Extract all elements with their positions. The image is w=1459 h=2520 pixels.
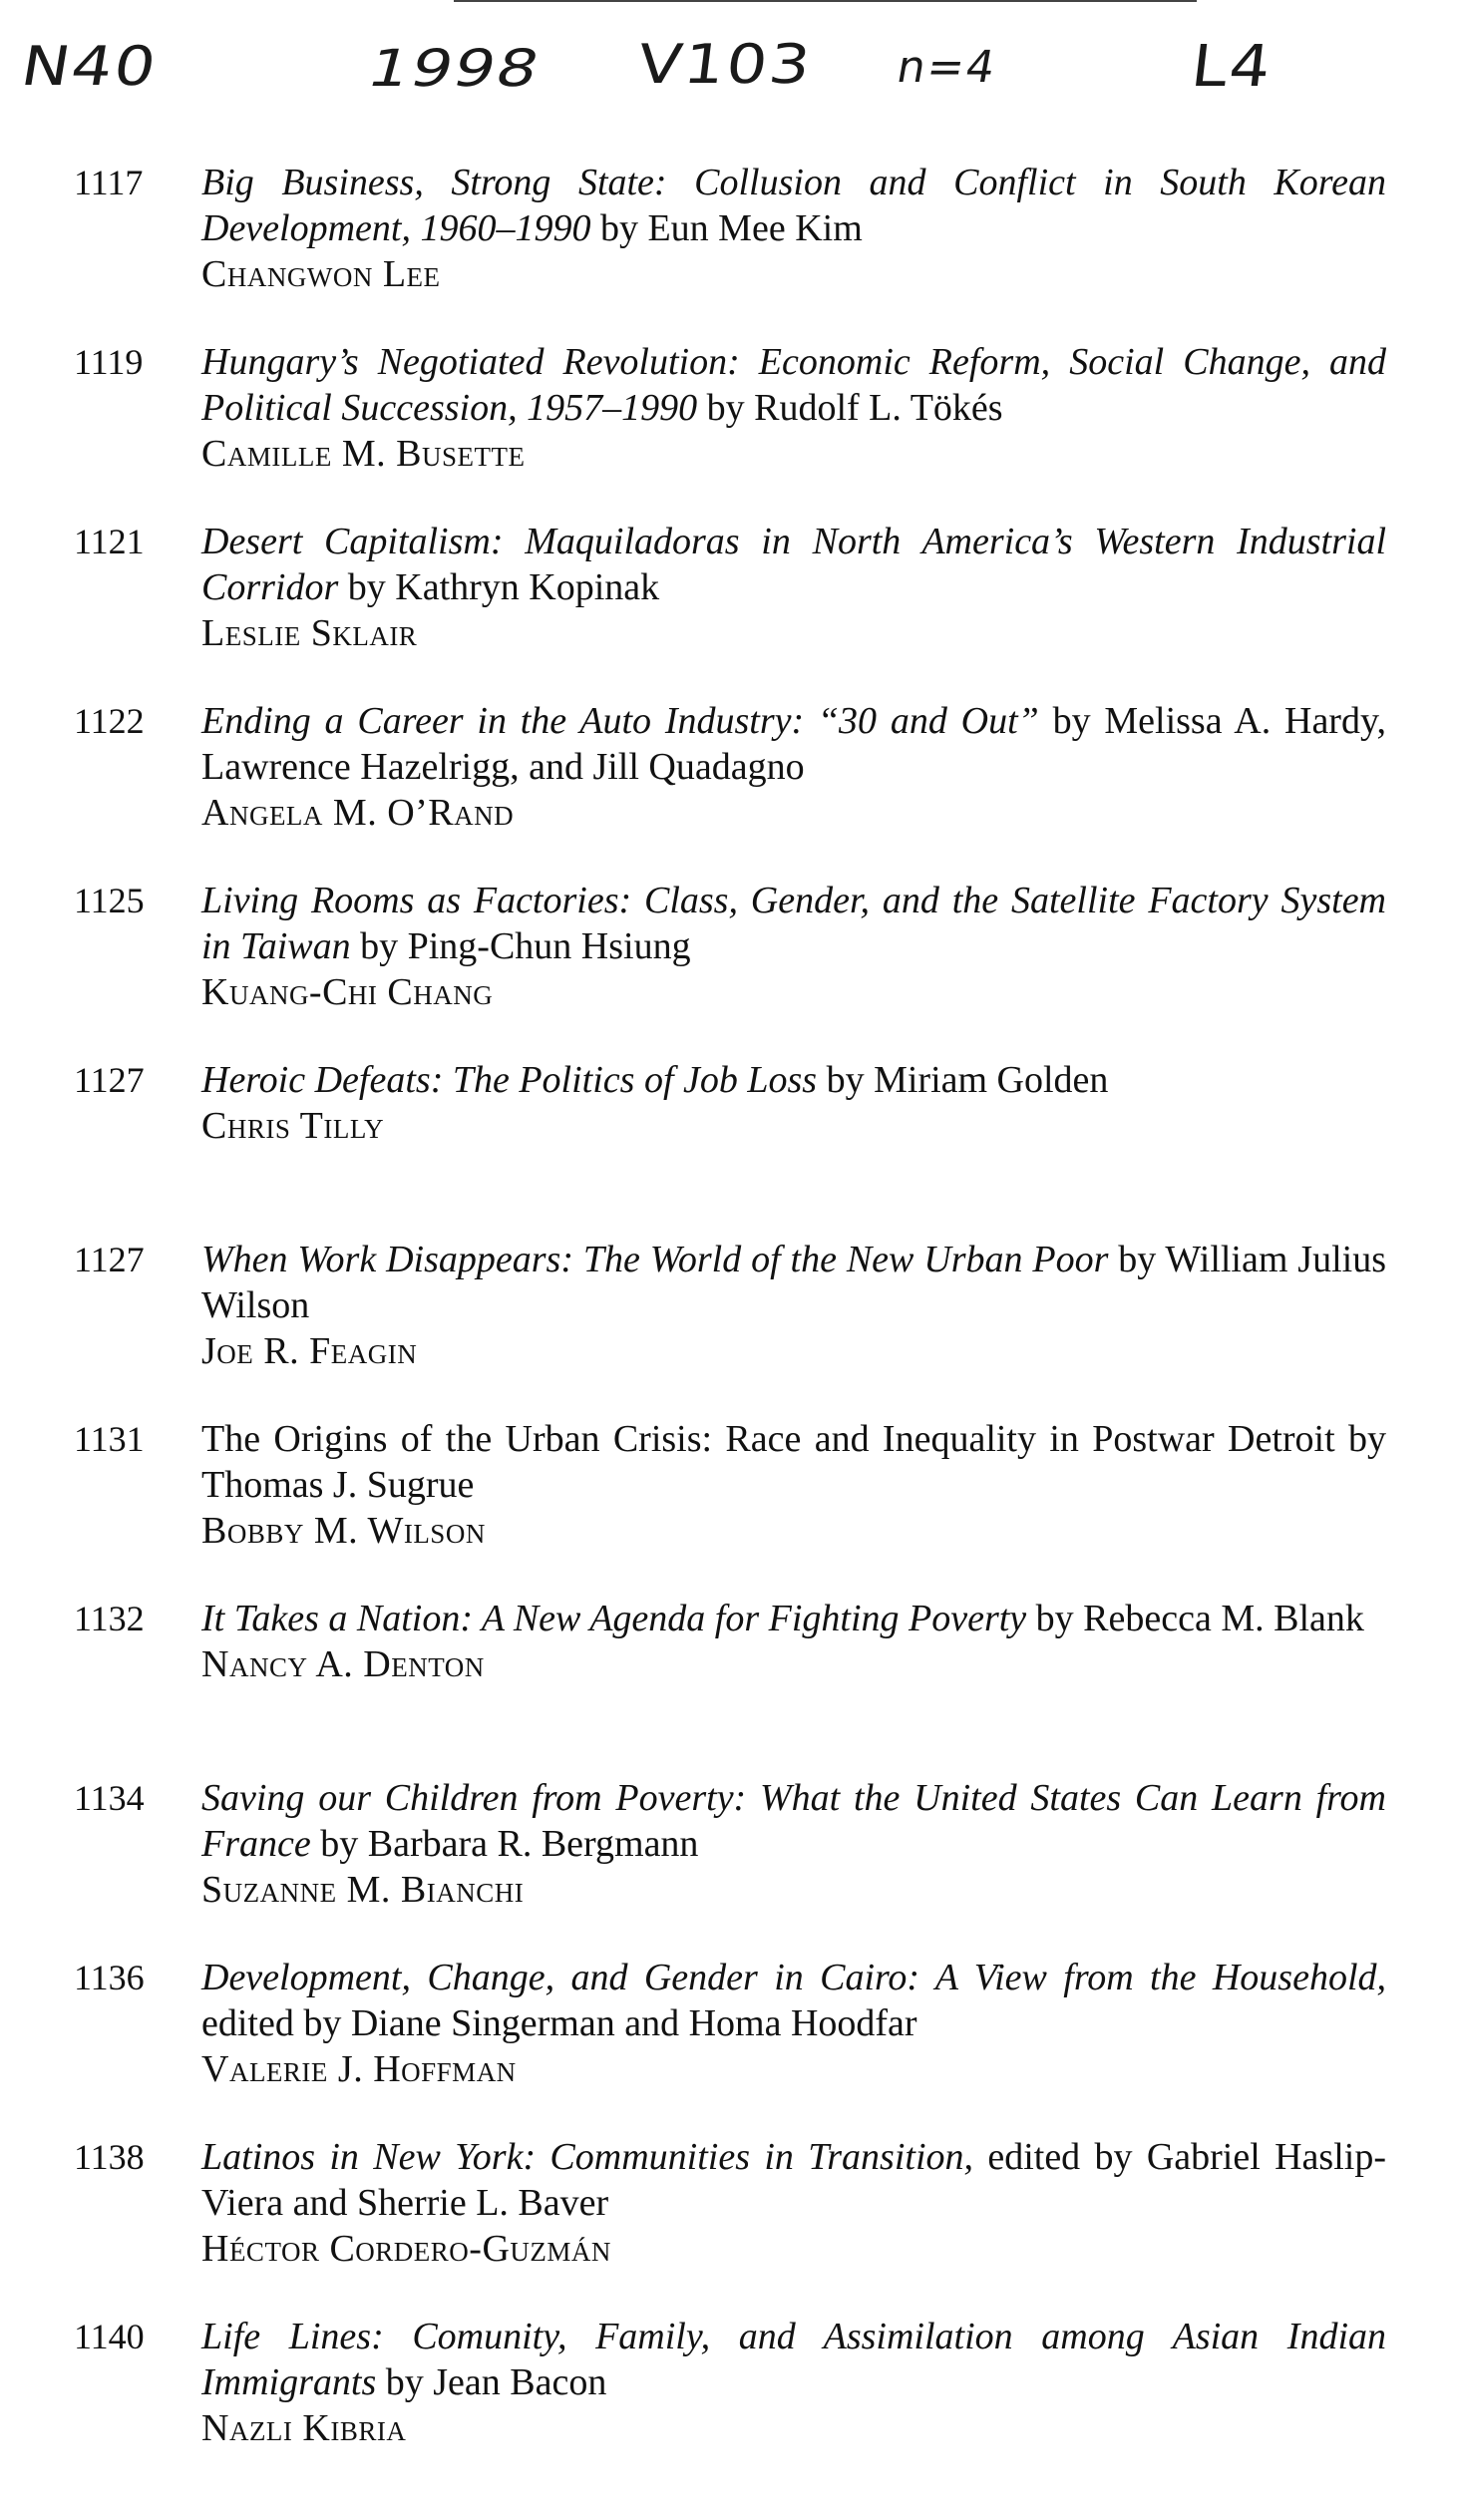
entry-page-number: 1125 — [74, 881, 145, 920]
entry-citation — [201, 2314, 1386, 2451]
reviewer-name: Camille M. Busette — [201, 433, 526, 475]
book-author: edited by Gabriel Haslip-Viera and Sherrie L. Baver — [201, 2136, 1386, 2224]
entry-citation — [201, 160, 1386, 297]
reviewer-name: Leslie Sklair — [201, 612, 418, 654]
book-title: Latinos in New York: Communities in Transition, — [201, 2136, 973, 2178]
entry-page-number: 1138 — [74, 2137, 145, 2177]
review-entry — [0, 519, 1459, 698]
book-title: Ending a Career in the Auto Industry: “30 and Out” — [201, 700, 1039, 742]
book-title: Heroic Defeats: The Politics of Job Loss — [201, 1059, 818, 1101]
book-author: by Miriam Golden — [817, 1059, 1109, 1101]
book-author: by Barbara R. Bergmann — [310, 1823, 699, 1865]
entry-page-number: 1119 — [74, 342, 144, 382]
handwritten-note-part: n=4 — [893, 42, 1001, 93]
entry-citation — [201, 1955, 1386, 2092]
book-title: Saving our Children from Poverty: What the United States Can Learn from France — [201, 1777, 1386, 1865]
reviewer-name: Bobby M. Wilson — [201, 1510, 486, 1552]
reviewer-name: Suzanne M. Bianchi — [201, 1869, 525, 1911]
reviewer-name: Héctor Cordero-Guzmán — [201, 2228, 611, 2270]
entry-page-number: 1136 — [74, 1958, 145, 1997]
book-author: by Rudolf L. Tökés — [697, 387, 1003, 429]
review-entry — [0, 2134, 1459, 2314]
book-title: The Origins of the Urban Crisis: Race and Inequality in Postwar Detroit — [201, 1418, 1335, 1460]
book-author: by Jean Bacon — [376, 2361, 607, 2403]
entry-page-number: 1117 — [74, 163, 144, 202]
review-entry — [0, 1955, 1459, 2134]
book-title: It Takes a Nation: A New Agenda for Fighting Poverty — [201, 1598, 1027, 1639]
handwritten-note-part: N40 — [16, 35, 163, 99]
top-rule — [454, 0, 1197, 2]
book-title: When Work Disappears: The World of the New Urban Poor — [201, 1239, 1109, 1280]
reviewer-name: Changwon Lee — [201, 253, 441, 295]
entry-page-number: 1122 — [74, 701, 145, 741]
review-entry — [0, 1416, 1459, 1596]
book-author: by William Julius Wilson — [201, 1239, 1386, 1326]
handwritten-note-part: V103 — [634, 33, 816, 97]
entry-page-number: 1127 — [74, 1060, 145, 1100]
entry-page-number: 1131 — [74, 1419, 145, 1459]
book-title: Desert Capitalism: Maquiladoras in North America’s Western Industrial Corridor — [201, 521, 1386, 608]
review-entry — [0, 1057, 1459, 1237]
entry-citation — [201, 1237, 1386, 1374]
entry-page-number: 1121 — [74, 522, 145, 561]
entry-citation — [201, 1416, 1386, 1554]
review-entry — [0, 1596, 1459, 1775]
book-title: Big Business, Strong State: Collusion and Conflict in South Korean Development, 1960–1990 — [201, 162, 1386, 249]
review-entry — [0, 1775, 1459, 1955]
entry-page-number: 1140 — [74, 2317, 145, 2356]
review-list — [0, 160, 1459, 2493]
reviewer-name: Nazli Kibria — [201, 2407, 407, 2449]
book-title: Living Rooms as Factories: Class, Gender, and the Satellite Factory System in Taiwan — [201, 880, 1386, 967]
review-entry — [0, 160, 1459, 339]
reviewer-name: Joe R. Feagin — [201, 1330, 418, 1372]
book-author: by Thomas J. Sugrue — [201, 1418, 1386, 1506]
book-author: by Eun Mee Kim — [590, 207, 863, 249]
book-author: by Ping-Chun Hsiung — [350, 925, 691, 967]
review-entry — [0, 339, 1459, 519]
entry-page-number: 1134 — [74, 1778, 145, 1818]
book-title: Development, Change, and Gender in Cairo: A View from the Household, — [201, 1957, 1386, 1998]
reviewer-name: Valerie J. Hoffman — [201, 2048, 517, 2090]
entry-page-number: 1127 — [74, 1240, 145, 1279]
book-author: edited by Diane Singerman and Homa Hoodfar — [201, 2002, 917, 2044]
entry-page-number: 1132 — [74, 1599, 145, 1638]
reviewer-name: Chris Tilly — [201, 1105, 385, 1147]
book-author: by Kathryn Kopinak — [338, 566, 660, 608]
reviewer-name: Nancy A. Denton — [201, 1643, 485, 1685]
entry-citation — [201, 1596, 1386, 1687]
book-author: by Rebecca M. Blank — [1026, 1598, 1364, 1639]
review-entry — [0, 2314, 1459, 2493]
entry-citation — [201, 519, 1386, 656]
book-author: by Melissa A. Hardy, Lawrence Hazelrigg, and Jill Quadagno — [201, 700, 1386, 788]
book-title: Life Lines: Comunity, Family, and Assimilation among Asian Indian Immigrants — [201, 2316, 1386, 2403]
reviewer-name: Kuang-Chi Chang — [201, 971, 494, 1013]
reviewer-name: Angela M. O’Rand — [201, 792, 515, 834]
entry-citation — [201, 1775, 1386, 1913]
entry-citation — [201, 2134, 1386, 2272]
entry-citation — [201, 1057, 1386, 1149]
review-entry — [0, 698, 1459, 878]
handwritten-note-part: 1998 — [361, 39, 547, 99]
review-entry — [0, 878, 1459, 1057]
handwritten-note-part: L4 — [1188, 33, 1277, 101]
handwritten-note — [0, 30, 1459, 120]
entry-citation — [201, 878, 1386, 1015]
book-title: Hungary’s Negotiated Revolution: Economic Reform, Social Change, and Political Succession, 1957–1990 — [201, 341, 1386, 429]
entry-citation — [201, 698, 1386, 836]
review-entry — [0, 1237, 1459, 1416]
entry-citation — [201, 339, 1386, 477]
